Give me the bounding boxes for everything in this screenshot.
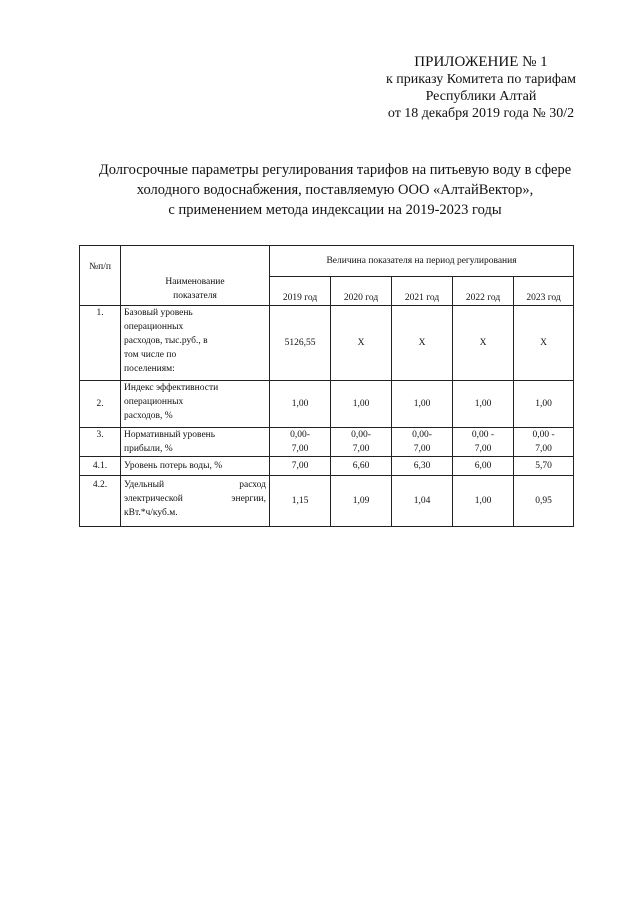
table-row <box>80 476 574 527</box>
header-period: Величина показателя на период регулирования <box>270 246 574 277</box>
header-year: 2021 год <box>392 277 453 306</box>
value-line: 7,00 <box>291 444 309 454</box>
name-line: кВт.*ч/куб.м. <box>124 508 178 518</box>
table-row <box>80 457 574 476</box>
row-value <box>331 428 392 457</box>
name-line: Индекс эффективности <box>124 383 219 393</box>
name-line: расходов, % <box>124 411 173 421</box>
header-name-line: Наименование <box>165 277 225 287</box>
row-value: 1,00 <box>453 476 514 527</box>
header-year: 2019 год <box>270 277 331 306</box>
row-value <box>392 428 453 457</box>
row-value <box>514 428 574 457</box>
row-value: 6,60 <box>331 457 392 476</box>
parameters-table <box>79 245 574 527</box>
row-value <box>270 428 331 457</box>
row-value: 6,00 <box>453 457 514 476</box>
row-value <box>453 428 514 457</box>
header-name-line: показателя <box>173 291 217 301</box>
row-indicator-name <box>121 476 270 527</box>
value-line: 0,00- <box>351 430 371 440</box>
name-line: поселениям: <box>124 364 175 374</box>
name-line: операционных <box>124 397 184 407</box>
table-header-row <box>80 246 574 277</box>
value-line: 0,00 - <box>471 430 495 440</box>
value-line: 7,00 <box>413 444 431 454</box>
row-number: 2. <box>80 381 121 428</box>
row-value: 1,00 <box>514 381 574 428</box>
value-line: 7,00 <box>352 444 370 454</box>
name-line: электрической энергии, <box>124 494 266 504</box>
row-value: 1,00 <box>453 381 514 428</box>
appendix-title: ПРИЛОЖЕНИЕ № 1 <box>414 54 548 70</box>
title-line-1: Долгосрочные параметры регулирования тарифов на питьевую воду в сфере <box>98 162 572 178</box>
header-indicator-name <box>121 246 270 306</box>
header-year: 2020 год <box>331 277 392 306</box>
appendix-date-line: от 18 декабря 2019 года № 30/2 <box>387 106 575 121</box>
row-indicator-name <box>121 306 270 381</box>
row-value: 1,00 <box>270 381 331 428</box>
row-value: X <box>453 306 514 381</box>
table-row <box>80 381 574 428</box>
row-indicator-name <box>121 457 270 476</box>
row-value: 7,00 <box>270 457 331 476</box>
value-line: 7,00 <box>474 444 492 454</box>
table-row <box>80 306 574 381</box>
row-indicator-name <box>121 381 270 428</box>
row-value: X <box>514 306 574 381</box>
name-line: Уровень потерь воды, % <box>124 461 223 471</box>
table-row <box>80 428 574 457</box>
name-line: прибыли, % <box>124 444 173 454</box>
value-line: 7,00 <box>535 444 552 454</box>
row-value: 5126,55 <box>270 306 331 381</box>
appendix-region-line: Республики Алтай <box>425 89 537 104</box>
header-year: 2023 год <box>514 277 574 306</box>
row-value: 5,70 <box>514 457 574 476</box>
document-title <box>60 160 610 220</box>
name-line: Нормативный уровень <box>124 430 216 440</box>
row-value: 1,00 <box>392 381 453 428</box>
header-number: №п/п <box>80 246 121 306</box>
appendix-header <box>386 54 576 122</box>
value-line: 0,00- <box>412 430 432 440</box>
row-value: 1,00 <box>331 381 392 428</box>
value-line: 0,00 - <box>532 430 555 440</box>
title-line-2: холодного водоснабжения, поставляемую ООО «АлтайВектор», <box>136 182 534 198</box>
row-value: 1,15 <box>270 476 331 527</box>
row-number: 1. <box>80 306 121 381</box>
name-line: том числе по <box>124 350 177 360</box>
row-indicator-name <box>121 428 270 457</box>
name-line: расходов, тыс.руб., в <box>124 336 208 346</box>
row-value: X <box>331 306 392 381</box>
row-value: 0,95 <box>514 476 574 527</box>
row-value: X <box>392 306 453 381</box>
name-line: операционных <box>124 322 184 332</box>
appendix-order-line: к приказу Комитета по тарифам <box>385 72 576 87</box>
row-value: 1,09 <box>331 476 392 527</box>
row-number: 3. <box>80 428 121 457</box>
title-line-3: с применением метода индексации на 2019-2023 годы <box>168 202 502 218</box>
row-value: 1,04 <box>392 476 453 527</box>
value-line: 0,00- <box>290 430 310 440</box>
row-number: 4.1. <box>80 457 121 476</box>
row-number: 4.2. <box>80 476 121 527</box>
name-line: Базовый уровень <box>124 308 193 318</box>
row-value: 6,30 <box>392 457 453 476</box>
name-line: Удельный расход <box>124 480 266 490</box>
header-year: 2022 год <box>453 277 514 306</box>
